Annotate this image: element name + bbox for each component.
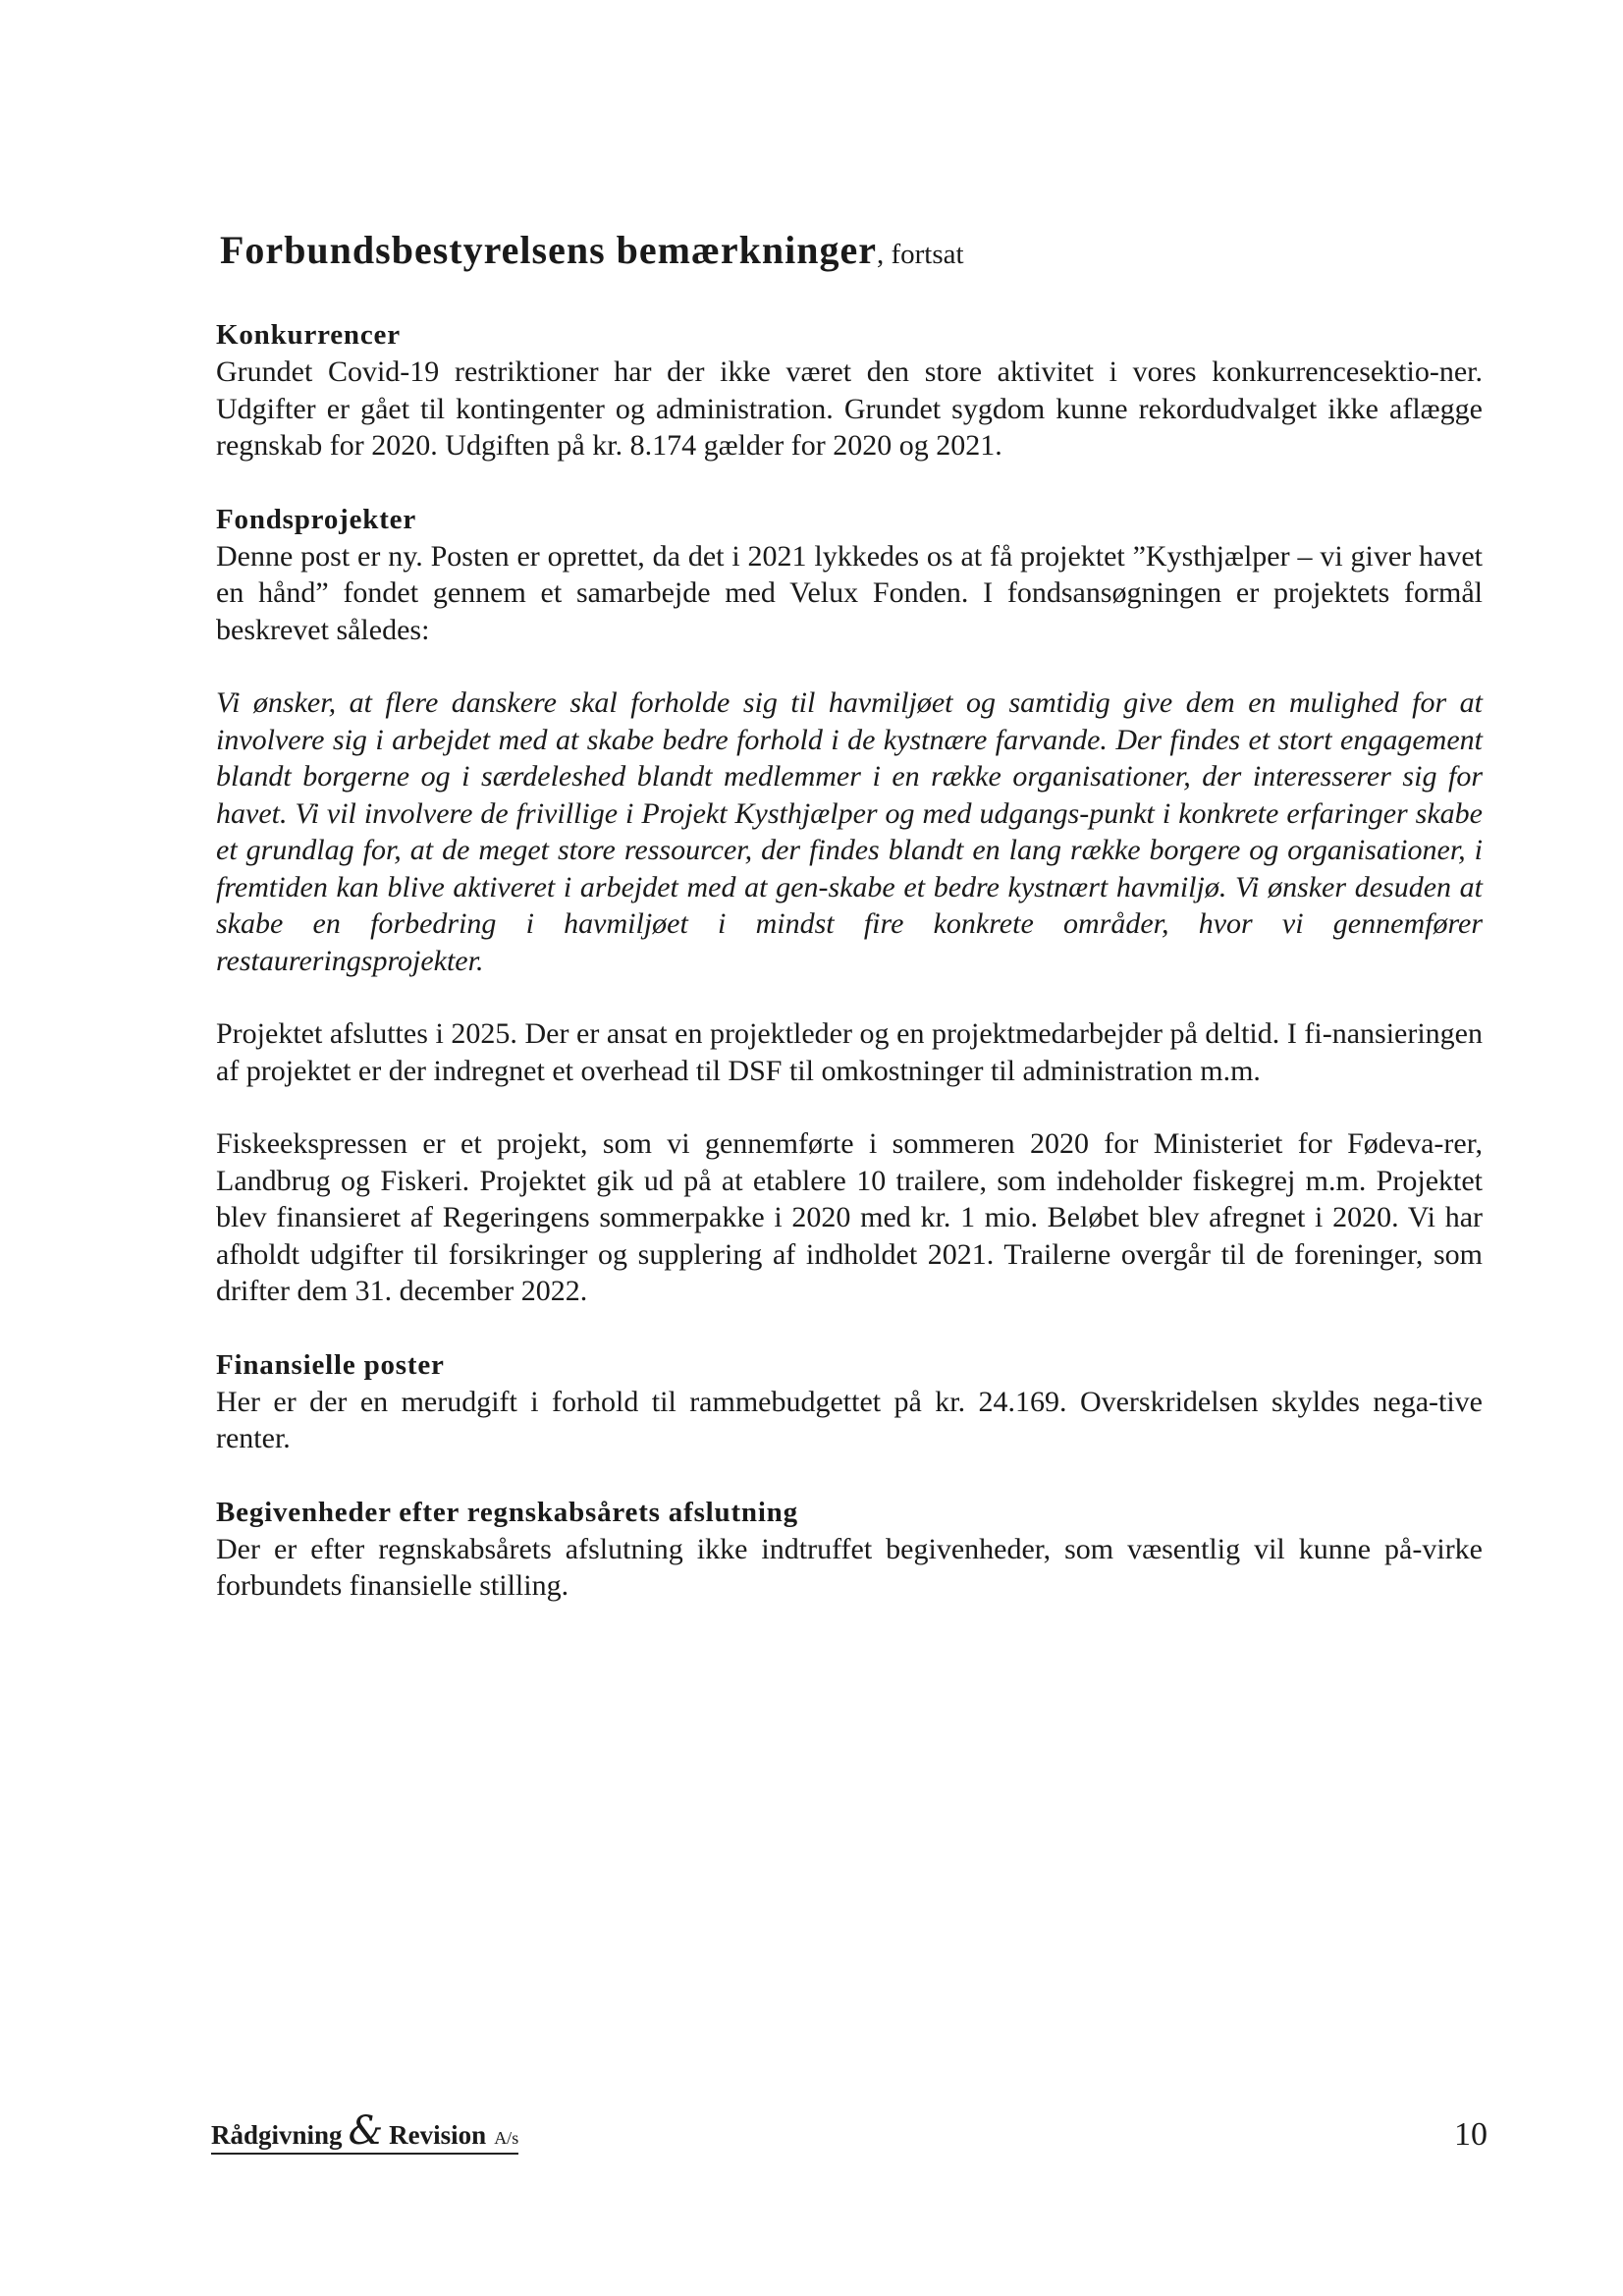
logo-word-revision: Revision	[389, 2120, 487, 2150]
section-heading: Begivenheder efter regnskabsårets afslutning	[216, 1496, 798, 1528]
section-paragraph: Grundet Covid-19 restriktioner har der ikke været den store aktivitet i vores konkurrencesektio-ner. Udgifter er gået til kontingenter og administration. Grundet sygdom kunne rekordudvalget ikke aflægge regnskab for 2020. Udgiften på kr. 8.174 gælder for 2020 og 2021.	[216, 355, 1483, 462]
section-fondsprojekter	[216, 501, 1483, 649]
project-details-paragraph	[216, 1015, 1483, 1089]
page-footer	[211, 2108, 1488, 2175]
project-purpose-quote: Vi ønsker, at flere danskere skal forholde sig til havmiljøet og samtidig give dem en mulighed for at involvere sig i arbejdet med at skabe bedre forhold i de kystnære farvande. Der findes et stort engagement blandt borgerne og i særdeleshed blandt medlemmer i en række organisationer, der interesserer sig for havet. Vi vil involvere de frivillige i Projekt Kysthjælper og med udgangs-punkt i konkrete erfaringer skabe et grundlag for, at de meget store ressourcer, der findes blandt en lang række borgere og organisationer, i fremtiden kan blive aktiveret i arbejdet med at gen-skabe et bedre kystnært havmiljø. Vi ønsker desuden at skabe en forbedring i havmiljøet i mindst fire konkrete områder, hvor vi gennemfører restaureringsprojekter.	[216, 686, 1483, 977]
logo-ampersand: &	[348, 2108, 384, 2154]
page-title-suffix: , fortsat	[876, 239, 964, 270]
section-finansielle-poster	[216, 1346, 1483, 1457]
page-title	[220, 226, 1483, 279]
company-logo	[211, 2108, 519, 2155]
page-number: 10	[1454, 2116, 1488, 2153]
section-heading: Konkurrencer	[216, 319, 401, 351]
section-heading: Fondsprojekter	[216, 503, 416, 535]
section-paragraph: Projektet afsluttes i 2025. Der er ansat en projektleder og en projektmedarbejder på deltid. I fi-nansieringen af projektet er der indregnet et overhead til DSF til omkostninger til administration m.m.	[216, 1017, 1483, 1087]
logo-word-radgivning: Rådgivning	[211, 2120, 343, 2150]
section-paragraph: Her er der en merudgift i forhold til rammebudgettet på kr. 24.169. Overskridelsen skyldes nega-tive renter.	[216, 1385, 1483, 1454]
section-paragraph: Denne post er ny. Posten er oprettet, da det i 2021 lykkedes os at få projektet ”Kysthjælper – vi giver havet en hånd” fondet gennem et samarbejde med Velux Fonden. I fondsansøgningen er projektets formål beskrevet således:	[216, 539, 1483, 646]
page-title-main: Forbundsbestyrelsens bemærkninger	[220, 228, 877, 272]
section-paragraph: Der er efter regnskabsårets afslutning ikke indtruffet begivenheder, som væsentlig vil kunne på-virke forbundets finansielle stilling.	[216, 1532, 1483, 1602]
document-content	[216, 226, 1483, 1641]
section-begivenheder	[216, 1494, 1483, 1605]
section-heading: Finansielle poster	[216, 1348, 445, 1381]
section-konkurrencer	[216, 316, 1483, 465]
fiskeekspressen-paragraph	[216, 1125, 1483, 1310]
section-paragraph: Fiskeekspressen er et projekt, som vi gennemførte i sommeren 2020 for Ministeriet for Fødeva-rer, Landbrug og Fiskeri. Projektet gik ud på at etablere 10 trailere, som indeholder fiskegrej m.m. Projektet blev finansieret af Regeringens sommerpakke i 2020 med kr. 1 mio. Beløbet blev afregnet i 2020. Vi har afholdt udgifter til forsikringer og supplering af indholdet 2021. Trailerne overgår til de foreninger, som drifter dem 31. december 2022.	[216, 1127, 1483, 1307]
logo-suffix: A/s	[494, 2128, 519, 2148]
